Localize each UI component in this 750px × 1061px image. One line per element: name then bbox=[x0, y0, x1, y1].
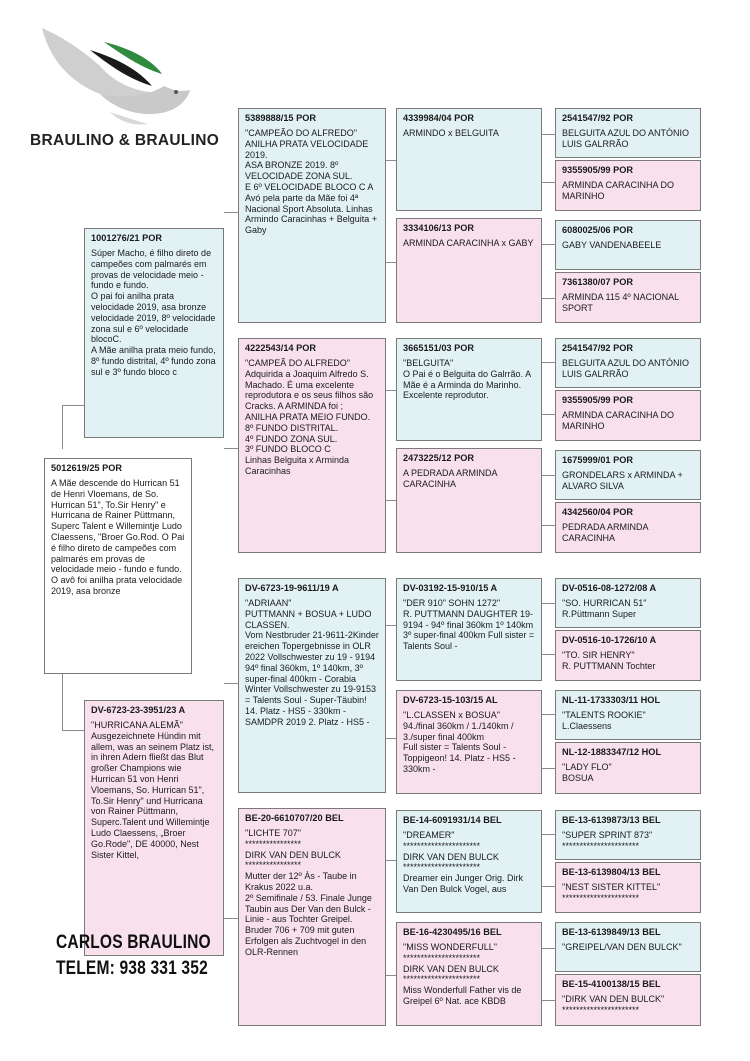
ring-number: 3334106/13 POR bbox=[403, 223, 475, 233]
ring-number: 3665151/03 POR bbox=[403, 343, 475, 353]
connector bbox=[542, 134, 555, 135]
ring-number: DV-6723-15-103/15 AL bbox=[403, 695, 498, 705]
card-description: "SO. HURRICAN 51" R.Püttmann Super bbox=[562, 598, 647, 619]
card-description: ARMINDA CARACINHA x GABY bbox=[403, 238, 534, 249]
ring-number: 1001276/21 POR bbox=[91, 233, 163, 243]
card-description: ARMINDA CARACINHA DO MARINHO bbox=[562, 410, 675, 431]
connector bbox=[386, 160, 396, 161]
connector bbox=[224, 448, 238, 449]
ring-number: BE-13-6139804/13 BEL bbox=[562, 867, 661, 877]
pedigree-card-gen4 bbox=[396, 218, 542, 323]
connector bbox=[542, 834, 555, 835]
ring-number: 2473225/12 POR bbox=[403, 453, 475, 463]
card-description: BELGUITA AZUL DO ANTÓNIO LUIS GALRRÃO bbox=[562, 128, 690, 149]
pedigree-card-dam bbox=[84, 700, 224, 956]
ring-number: 9355905/99 POR bbox=[562, 165, 634, 175]
logo bbox=[30, 20, 200, 130]
connector bbox=[62, 405, 86, 406]
pedigree-card-gen3 bbox=[238, 108, 386, 323]
card-description: "DREAMER" ********************** DIRK VAN DEN BULCK ********************** Dreamer ein Junger Orig. Dirk Van Den Bulck Vogel, aus bbox=[403, 830, 524, 895]
card-description: "NEST SISTER KITTEL" ********************** bbox=[562, 882, 661, 903]
pedigree-card-gen5 bbox=[555, 160, 701, 211]
pedigree-card-gen5 bbox=[555, 862, 701, 913]
ring-number: 4342560/04 POR bbox=[562, 507, 634, 517]
brand-name: BRAULINO & BRAULINO bbox=[30, 132, 220, 149]
ring-number: DV-0516-10-1726/10 A bbox=[562, 635, 657, 645]
connector bbox=[542, 948, 555, 949]
ring-number: 5012619/25 POR bbox=[51, 463, 123, 473]
ring-number: 2541547/92 POR bbox=[562, 113, 634, 123]
pedigree-card-gen3 bbox=[238, 338, 386, 553]
ring-number: BE-16-4230495/16 BEL bbox=[403, 927, 502, 937]
pedigree-card-gen5 bbox=[555, 578, 701, 628]
ring-number: BE-14-6091931/14 BEL bbox=[403, 815, 502, 825]
card-description: "LICHTE 707" **************** DIRK VAN DEN BULCK **************** Mutter der 12º Às - Taube in Krakus 2022 u.a. 2º Semifinale / 53. Finale Junge Taubin aus Der Van den Bulck - Linie - aus Tochter Greipel. Bruder 706 + 709 mit guten Erfolgen als Zuchtvogel in den OLR-Rennen bbox=[245, 828, 372, 957]
connector bbox=[62, 730, 86, 731]
pedigree-card-gen5 bbox=[555, 974, 701, 1026]
contact-name: CARLOS BRAULINO bbox=[56, 932, 211, 953]
connector bbox=[542, 603, 555, 604]
pedigree-card-gen4 bbox=[396, 922, 542, 1026]
connector bbox=[542, 654, 555, 655]
card-description: Súper Macho, é filho direto de campeões com palmarés em provas de velocidade meio - fundo e fundo. O pai foi anilha prata velocidade 2019, asa bronze velocidade 2019, 8º velocidade zona sul e 6º velocidade blocoC. A Mãe anilha prata meio fundo, 8º fundo distrital, 4º fundo zona sul e 3º fundo bloco c bbox=[91, 248, 216, 377]
ring-number: BE-13-6139849/13 BEL bbox=[562, 927, 661, 937]
pedigree-card-gen5 bbox=[555, 220, 701, 270]
card-description: A Mãe descende do Hurrican 51 de Henri Vloemans, de So. Hurrican 51", To.Sir Henry" e Hurricana de Rainer Püttmann, Superc Talent e Willemintje Ludo Claessens, "Broer Go.Rod. O Pai é filho direto de campeões com palmarés em provas de velocidade meio - fundo e fundo. O avô foi anilha prata velocidade 2019, asa bronze bbox=[51, 478, 185, 596]
connector bbox=[386, 860, 396, 861]
card-description: PEDRADA ARMINDA CARACINHA bbox=[562, 522, 649, 543]
pedigree-card-gen5 bbox=[555, 810, 701, 860]
connector bbox=[542, 525, 555, 526]
ring-number: 4339984/04 POR bbox=[403, 113, 475, 123]
card-description: ARMINDA CARACINHA DO MARINHO bbox=[562, 180, 675, 201]
card-description: "HURRICANA ALEMÃ" Ausgezeichnete Hündin mit allem, was an seinem Platz ist, in ihren Adern fließt das Blut großer Champions wie Hurrican 51 von Henri Vloemans, So. Hurrican 51", To.Sir Henry" und Hurricana von Rainer Püttmann, Superc.Talent und Willemintje Ludo Claessens, „Broer Go.Rode", DE 40000, Nest Sister Kittel, bbox=[91, 720, 215, 860]
connector bbox=[224, 683, 238, 684]
pedigree-card-gen5 bbox=[555, 390, 701, 441]
connector bbox=[542, 714, 555, 715]
pedigree-card-gen4 bbox=[396, 690, 542, 794]
ring-number: DV-6723-19-9611/19 A bbox=[245, 583, 339, 593]
card-description: "ADRIAAN" PUTTMANN + BOSUA + LUDO CLASSEN. Vom Nestbruder 21-9611-2Kinder ereichen Topergebnisse in OLR 2022 Vollschwester zu 19 - 9194 94º final 360km, 1º 140km, 3º super-final 400km - Corabia Winter Vollschwester zu 19-9153 = Talents Soul - Super-Täubin! 14. Platz - HS5 - 330km - SAMDPR 2019 2. Platz - HS5 - bbox=[245, 598, 379, 727]
ring-number: NL-12-1883347/12 HOL bbox=[562, 747, 662, 757]
connector bbox=[386, 975, 396, 976]
connector bbox=[386, 390, 396, 391]
card-description: "DER 910" SOHN 1272" R. PUTTMANN DAUGHTER 19-9194 - 94º final 360km 1º 140km 3º super-final 400km Full sister = Talents Soul - bbox=[403, 598, 535, 652]
ring-number: 2541547/92 POR bbox=[562, 343, 634, 353]
card-description: ARMINDA 115 4º NACIONAL SPORT bbox=[562, 292, 679, 313]
ring-number: BE-15-4100138/15 BEL bbox=[562, 979, 661, 989]
card-description: GRONDELARS x ARMINDA + ALVARO SILVA bbox=[562, 470, 683, 491]
pedigree-card-gen5 bbox=[555, 450, 701, 500]
pedigree-card-gen3 bbox=[238, 578, 386, 793]
connector bbox=[386, 262, 396, 263]
ring-number: NL-11-1733303/11 HOL bbox=[562, 695, 661, 705]
connector bbox=[224, 918, 238, 919]
connector bbox=[224, 212, 238, 213]
ring-number: 7361380/07 POR bbox=[562, 277, 634, 287]
connector bbox=[542, 414, 555, 415]
connector bbox=[386, 625, 396, 626]
card-description: "BELGUITA" O Pai é o Belguita do Galrrão. A Mãe é a Arminda do Marinho. Excelente reprodutor. bbox=[403, 358, 531, 401]
pedigree-card-subject bbox=[44, 458, 192, 674]
pedigree-card-gen5 bbox=[555, 630, 701, 681]
card-description: "DIRK VAN DEN BULCK" ********************** bbox=[562, 994, 665, 1015]
pedigree-card-sire bbox=[84, 228, 224, 438]
card-description: "TO. SIR HENRY" R. PUTTMANN Tochter bbox=[562, 650, 656, 671]
pedigree-card-gen4 bbox=[396, 448, 542, 553]
pedigree-card-gen5 bbox=[555, 922, 701, 972]
card-description: "CAMPEÃ DO ALFREDO" Adquirida a Joaquim Alfredo S. Machado. É uma excelente reprodutora e os seus filhos são Cracks. A ARMINDA foi ; ANILHA PRATA MEIO FUNDO. 8º FUNDO DISTRITAL. 4º FUNDO ZONA SUL. 3º FUNDO BLOCO C Linhas Belguita x Arminda Caracinhas bbox=[245, 358, 374, 476]
ring-number: BE-20-6610707/20 BEL bbox=[245, 813, 344, 823]
card-description: A PEDRADA ARMINDA CARACINHA bbox=[403, 468, 498, 489]
ring-number: 9355905/99 POR bbox=[562, 395, 634, 405]
card-description: BELGUITA AZUL DO ANTÓNIO LUIS GALRRÃO bbox=[562, 358, 690, 379]
connector bbox=[542, 182, 555, 183]
contact-phone: TELEM: 938 331 352 bbox=[56, 958, 208, 979]
ring-number: DV-0516-08-1272/08 A bbox=[562, 583, 657, 593]
pedigree-card-gen3 bbox=[238, 808, 386, 1026]
connector bbox=[542, 475, 555, 476]
card-description: "L.CLASSEN x BOSUA" 94./final 360km / 1./140km / 3./super final 400km Full sister = Talents Soul - Toppigeon! 14. Platz - HS5 - 330km - bbox=[403, 710, 516, 775]
connector bbox=[62, 674, 63, 730]
pedigree-card-gen4 bbox=[396, 810, 542, 913]
connector bbox=[542, 362, 555, 363]
connector bbox=[542, 244, 555, 245]
ring-number: 6080025/06 POR bbox=[562, 225, 634, 235]
card-description: "CAMPEÃO DO ALFREDO" ANILHA PRATA VELOCIDADE 2019. ASA BRONZE 2019. 8º VELOCIDADE ZONA SUL. E 6º VELOCIDADE BLOCO C A Avó pela parte da Mãe foi 4ª Nacional Sport Absoluta. Linhas Armindo Caracinhas + Belguita + Gaby bbox=[245, 128, 378, 236]
pedigree-card-gen5 bbox=[555, 742, 701, 794]
ring-number: DV-6723-23-3951/23 A bbox=[91, 705, 186, 715]
pedigree-card-gen4 bbox=[396, 338, 542, 441]
connector bbox=[386, 738, 396, 739]
ring-number: 1675999/01 POR bbox=[562, 455, 634, 465]
pedigree-card-gen5 bbox=[555, 338, 701, 388]
dove-icon bbox=[30, 20, 200, 130]
ring-number: BE-13-6139873/13 BEL bbox=[562, 815, 661, 825]
ring-number: 4222543/14 POR bbox=[245, 343, 317, 353]
ring-number: DV-03192-15-910/15 A bbox=[403, 583, 498, 593]
card-description: "SUPER SPRINT 873" ********************** bbox=[562, 830, 653, 851]
connector bbox=[62, 405, 63, 449]
connector bbox=[542, 886, 555, 887]
card-description: "TALENTS ROOKIE" L.Claessens bbox=[562, 710, 646, 731]
connector bbox=[542, 1000, 555, 1001]
pedigree-card-gen5 bbox=[555, 272, 701, 323]
card-description: "LADY FLO" BOSUA bbox=[562, 762, 612, 783]
pedigree-card-gen5 bbox=[555, 108, 701, 158]
card-description: GABY VANDENABEELE bbox=[562, 240, 662, 251]
card-description: "GREIPEL/VAN DEN BULCK" bbox=[562, 942, 682, 953]
pedigree-card-gen5 bbox=[555, 502, 701, 553]
connector bbox=[542, 298, 555, 299]
ring-number: 5389888/15 POR bbox=[245, 113, 317, 123]
connector bbox=[386, 500, 396, 501]
pedigree-card-gen4 bbox=[396, 578, 542, 681]
connector bbox=[542, 768, 555, 769]
card-description: ARMINDO x BELGUITA bbox=[403, 128, 499, 139]
pedigree-card-gen4 bbox=[396, 108, 542, 211]
card-description: "MISS WONDERFULL" ********************** DIRK VAN DEN BULCK ********************** Miss Wonderfull Father vis de Greipel 6º Nat. ace KBDB bbox=[403, 942, 522, 1007]
pedigree-card-gen5 bbox=[555, 690, 701, 740]
